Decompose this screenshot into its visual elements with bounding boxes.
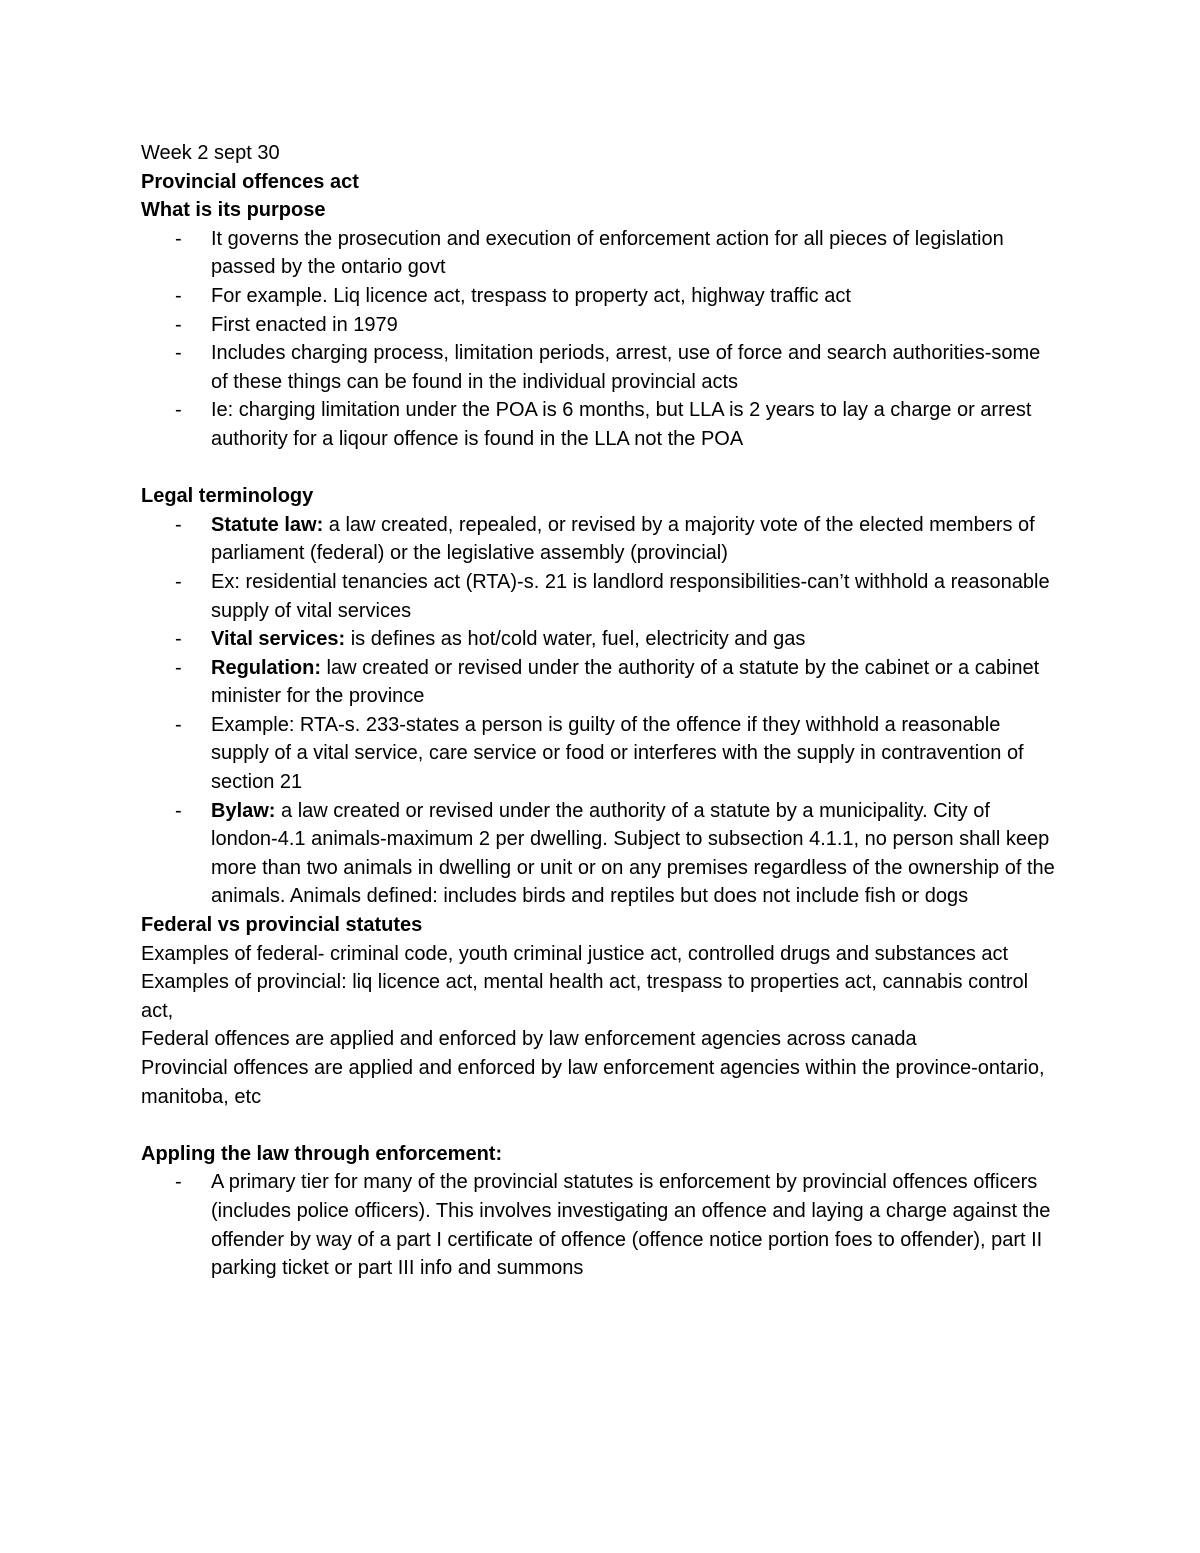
spacer <box>141 1111 1061 1140</box>
term-label: Regulation: <box>211 656 321 679</box>
list-item-text: For example. Liq licence act, trespass to property act, highway traffic act <box>211 284 851 307</box>
enforcement-list <box>141 1168 1061 1282</box>
list-item <box>141 311 1061 340</box>
list-item <box>141 625 1061 654</box>
terminology-heading: Legal terminology <box>141 485 314 508</box>
spacer <box>141 454 1061 483</box>
paragraph: Provincial offences are applied and enforced by law enforcement agencies within the province-ontario, manitoba, etc <box>141 1057 1045 1108</box>
dash-bullet: - <box>175 399 182 422</box>
dash-bullet: - <box>175 227 182 250</box>
list-item-text: A primary tier for many of the provincial statutes is enforcement by provincial offences officers (includes police officers). This involves investigating an offence and laying a charge against the offender by way of a part I certificate of offence (offence notice portion foes to offender), part II parking ticket or part III info and summons <box>211 1171 1051 1280</box>
enforcement-heading: Appling the law through enforcement: <box>141 1142 503 1165</box>
list-item <box>141 282 1061 311</box>
term-definition: law created or revised under the authority of a statute by the cabinet or a cabinet minister for the province <box>211 656 1040 708</box>
document-title: Provincial offences act <box>141 170 359 193</box>
paragraph: Examples of provincial: liq licence act, mental health act, trespass to properties act, cannabis control act, <box>141 971 1029 1022</box>
dash-bullet: - <box>175 284 182 307</box>
list-item <box>141 711 1061 797</box>
list-item <box>141 396 1061 453</box>
list-item <box>141 225 1061 282</box>
dash-bullet: - <box>175 313 182 336</box>
term-definition: Ex: residential tenancies act (RTA)-s. 21 is landlord responsibilities-can’t withhold a reasonable supply of vital services <box>211 570 1050 622</box>
term-definition: a law created or revised under the authority of a statute by a municipality. City of london-4.1 animals-maximum 2 per dwelling. Subject to subsection 4.1.1, no person shall keep more than two animals in dwelling or unit or on any premises regardless of the ownership of the animals. Animals defined: includes birds and reptiles but does not include fish or dogs <box>211 799 1055 908</box>
terminology-list <box>141 511 1061 911</box>
list-item-text: It governs the prosecution and execution of enforcement action for all pieces of legislation passed by the ontario govt <box>211 227 1004 279</box>
list-item <box>141 339 1061 396</box>
list-item <box>141 797 1061 911</box>
paragraph: Examples of federal- criminal code, youth criminal justice act, controlled drugs and substances act <box>141 942 1009 965</box>
term-definition: Example: RTA-s. 233-states a person is guilty of the offence if they withhold a reasonable supply of a vital service, care service or food or interferes with the supply in contravention of section 21 <box>211 713 1024 794</box>
list-item-text: Includes charging process, limitation periods, arrest, use of force and search authorities-some of these things can be found in the individual provincial acts <box>211 342 1041 393</box>
term-label: Bylaw: <box>211 799 276 822</box>
purpose-list <box>141 225 1061 454</box>
dash-bullet: - <box>175 570 182 593</box>
date-line: Week 2 sept 30 <box>141 142 280 164</box>
list-item-text: First enacted in 1979 <box>211 313 398 336</box>
list-item-text: Ie: charging limitation under the POA is 6 months, but LLA is 2 years to lay a charge or arrest authority for a liqour offence is found in the LLA not the POA <box>211 399 1032 450</box>
federal-provincial-heading: Federal vs provincial statutes <box>141 914 423 937</box>
dash-bullet: - <box>175 628 182 651</box>
dash-bullet: - <box>175 656 182 679</box>
term-label: Statute law: <box>211 513 324 536</box>
term-definition: a law created, repealed, or revised by a majority vote of the elected members of parliament (federal) or the legislative assembly (provincial) <box>211 513 1035 565</box>
document-page <box>141 139 1061 1283</box>
list-item <box>141 568 1061 625</box>
list-item <box>141 1168 1061 1282</box>
dash-bullet: - <box>175 1171 182 1194</box>
dash-bullet: - <box>175 513 182 536</box>
dash-bullet: - <box>175 342 182 365</box>
term-definition: is defines as hot/cold water, fuel, electricity and gas <box>345 628 806 651</box>
term-label: Vital services: <box>211 628 346 651</box>
paragraph: Federal offences are applied and enforced by law enforcement agencies across canada <box>141 1028 917 1051</box>
list-item <box>141 654 1061 711</box>
dash-bullet: - <box>175 799 182 822</box>
purpose-heading: What is its purpose <box>141 199 326 222</box>
dash-bullet: - <box>175 713 182 736</box>
list-item <box>141 511 1061 568</box>
